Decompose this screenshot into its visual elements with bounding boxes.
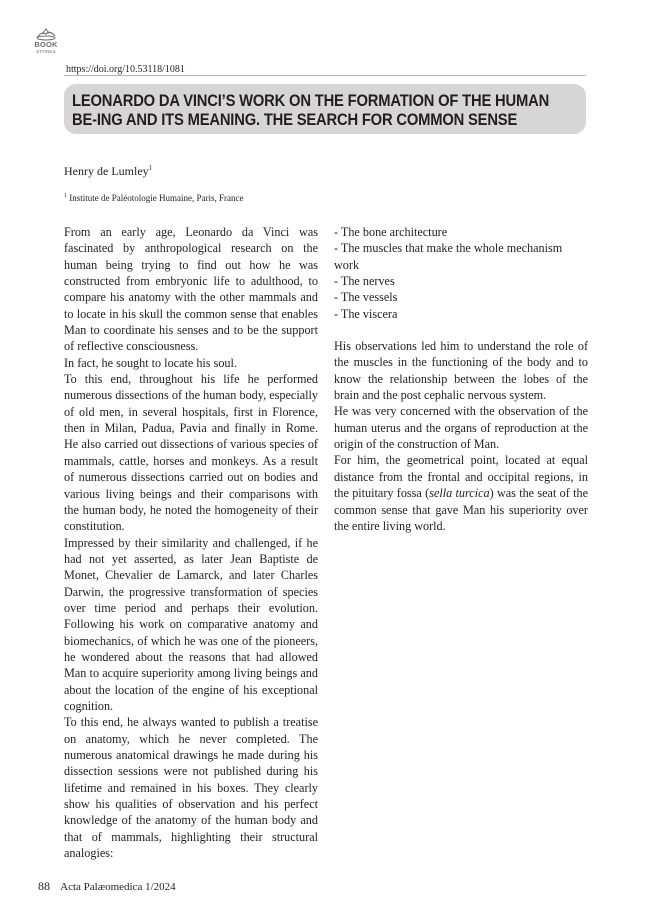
publisher-logo (33, 27, 59, 54)
paragraph: Impressed by their similarity and challenged, if he had not yet asserted, as later Jean Baptiste de Monet, Chevalier de Lamarck, and later Charles Darwin, the progressive transformation of species over time period and perhaps their evolution. Following his work on comparative anatomy and biomechanics, of which he was one of the pioneers, he wondered about the reasons that had allowed Man to acquire superiority among living beings and about the location of the engine of his exceptional cognition. (64, 535, 318, 713)
author-line (64, 161, 152, 178)
paragraph: To this end, throughout his life he performed numerous dissections of the human body, especially of old men, in several hospitals, first in Florence, then in Milan, Padua, Pavia and finally in Rome. He also carried out dissections of various species of mammals, cattle, horses and monkeys. As a result of numerous dissections carried out on bodies and various living beings and their comparisons with the human body, he noted the homogeneity of their constitution. (64, 372, 318, 534)
paragraph: In fact, he sought to locate his soul. (64, 355, 237, 370)
logo-text-stones: STONES (36, 49, 56, 54)
page-footer (38, 880, 176, 894)
spacer (334, 322, 588, 338)
header-rule (64, 75, 586, 76)
article-title: LEONARDO DA VINCI’S WORK ON THE FORMATION OF THE HUMAN BE-ING AND ITS MEANING. THE SEARCH FOR COMMON SENSE (72, 92, 550, 129)
list-item: - The muscles that make the whole mechanism work (334, 241, 563, 272)
paragraph: His observations led him to understand the role of the muscles in the functioning of the body and to know the relationship between the lobes of the brain and the post cephalic nervous system. (334, 339, 588, 403)
affiliation-text: Institute de Paléotologie Humaine, Paris, France (69, 193, 244, 203)
list-item: - The vessels (334, 290, 398, 305)
paragraph: From an early age, Leonardo da Vinci was fascinated by anthropological research on the human being trying to find out how he was constructed from embryonic life to adulthood, to compare his anatomy with the other mammals and to locate in his skull the common sense that enables Man to coordinate his senses and to be the support of reflective consciousness. (64, 225, 318, 354)
title-box (64, 84, 586, 134)
right-column (334, 224, 588, 534)
author-mark: 1 (148, 164, 153, 172)
left-column (64, 224, 318, 861)
logo-text-book: BOOK (34, 40, 58, 49)
list-item: - The nerves (334, 274, 395, 289)
page-number: 88 (38, 879, 50, 893)
paragraph-common-sense (334, 452, 588, 534)
affiliation (64, 191, 243, 204)
list-item: - The viscera (334, 306, 398, 321)
journal-name: Acta Palæomedica 1/2024 (60, 881, 176, 893)
anatomy-list (334, 224, 588, 322)
doi-link[interactable]: https://doi.org/10.53118/1081 (66, 64, 185, 75)
text-segment: For him, the geometrical point, located at equal distance from the frontal and occipital regions, in the pituitary fossa ( (334, 453, 588, 501)
affiliation-mark: 1 (64, 193, 67, 199)
paragraph: To this end, he always wanted to publish a treatise on anatomy, which he never completed. The numerous anatomical drawings he made during his dissection sessions were not published during his lifetime and remained in his boxes. They clearly show his qualities of observation and his perfect knowledge of the anatomy of the human body and that of mammals, highlighting their structural analogies: (64, 715, 318, 861)
list-item: - The bone architecture (334, 225, 448, 239)
text-segment: ) was the seat of the common sense that gave Man his superiority over the entire living world. (334, 486, 588, 533)
book-stones-icon (35, 27, 57, 41)
author-name: Henry de Lumley (64, 164, 149, 178)
paragraph: He was very concerned with the observation of the human uterus and the organs of reproduction at the origin of the construction of Man. (334, 404, 588, 452)
italic-term: sella turcica (429, 486, 490, 501)
